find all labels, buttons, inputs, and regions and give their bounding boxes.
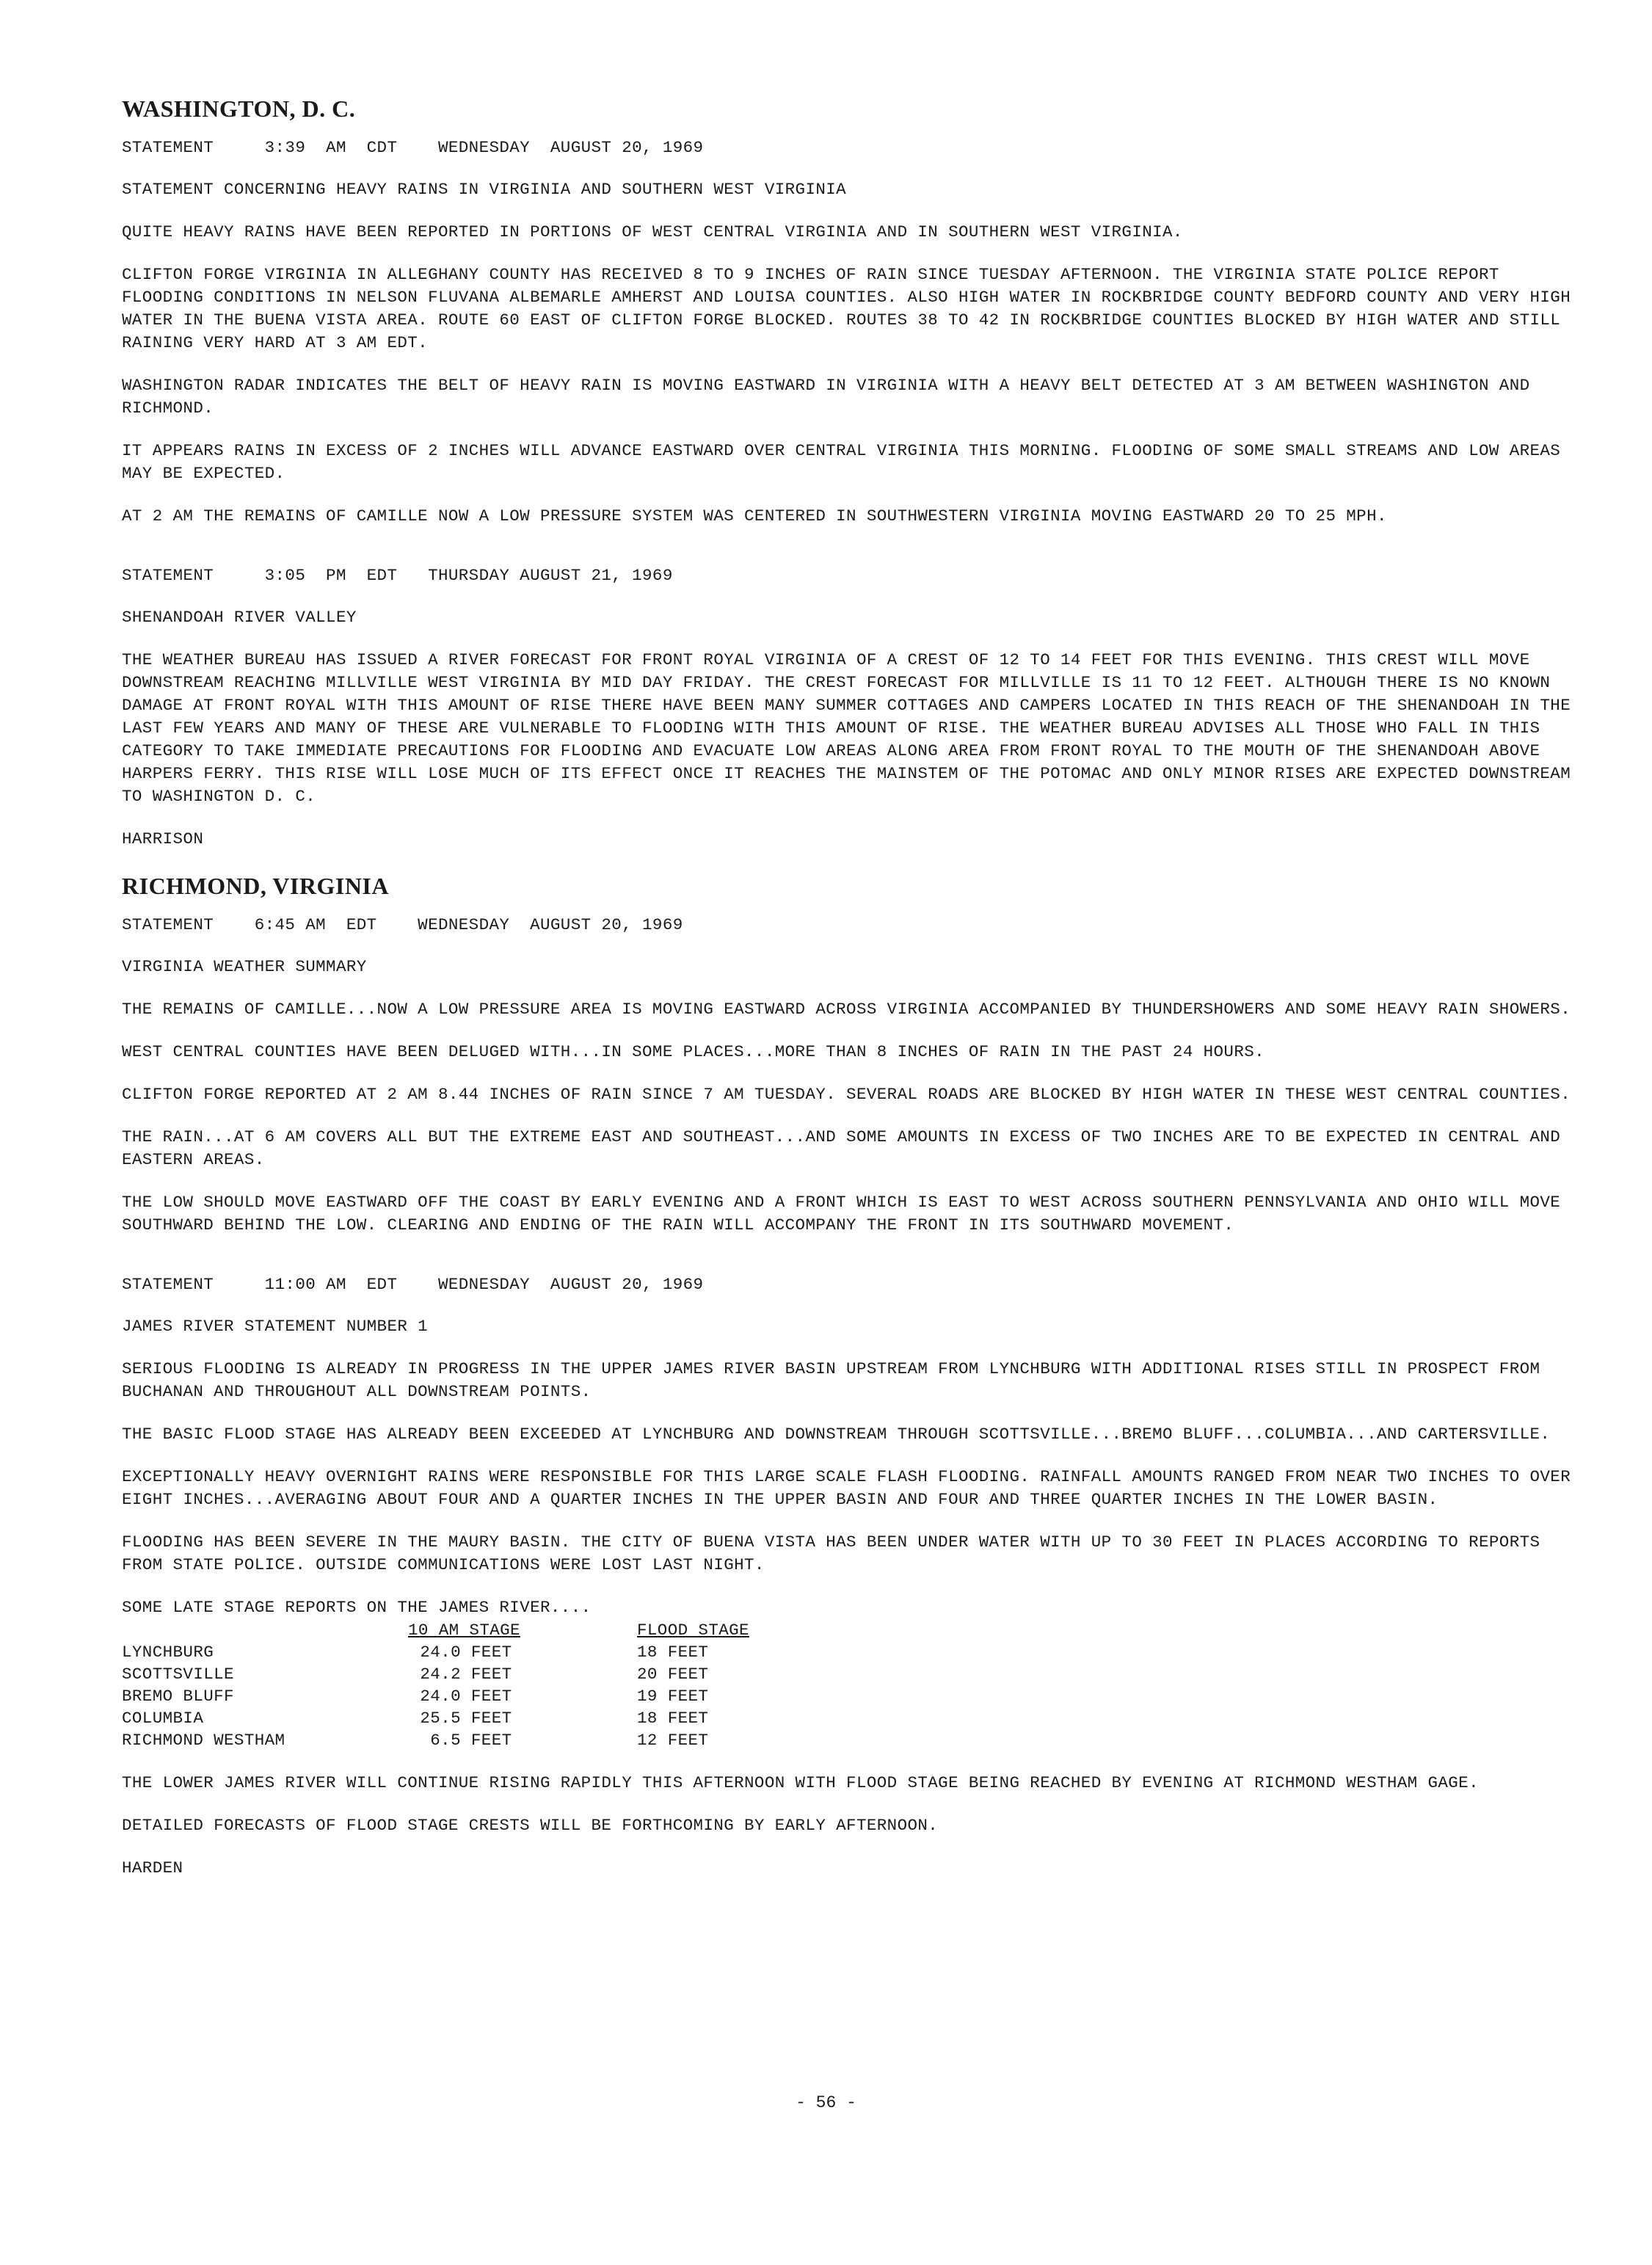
table-header-row — [122, 1619, 749, 1641]
statement-title: JAMES RIVER STATEMENT NUMBER 1 — [122, 1317, 429, 1336]
cell-location: BREMO BLUFF — [122, 1687, 234, 1706]
cell-flood-stage: 12 FEET — [637, 1731, 709, 1750]
stage-unit: FEET — [470, 1643, 512, 1662]
statement-title: VIRGINIA WEATHER SUMMARY — [122, 957, 367, 976]
stage-value: 6.5 — [430, 1731, 461, 1750]
section-heading-washington: WASHINGTON, D. C. — [122, 95, 356, 122]
stage-value: 24.0 — [420, 1643, 461, 1662]
statement-title: STATEMENT CONCERNING HEAVY RAINS IN VIRGINIA AND SOUTHERN WEST VIRGINIA — [122, 180, 847, 199]
paragraph: AT 2 AM THE REMAINS OF CAMILLE NOW A LOW PRESSURE SYSTEM WAS CENTERED IN SOUTHWESTERN VIRGINIA MOVING EASTWARD 20 TO 25 MPH. — [122, 506, 1387, 526]
paragraph: DETAILED FORECASTS OF FLOOD STAGE CRESTS WILL BE FORTHCOMING BY EARLY AFTERNOON. — [122, 1816, 939, 1835]
column-header-flood-stage: FLOOD STAGE — [637, 1621, 749, 1640]
table-row — [122, 1707, 749, 1729]
statement-header: STATEMENT 3:39 AM CDT WEDNESDAY AUGUST 20, 1969 — [122, 138, 704, 157]
stage-report-intro: SOME LATE STAGE REPORTS ON THE JAMES RIVER.... — [122, 1598, 592, 1617]
signature: HARRISON — [122, 829, 204, 848]
cell-stage — [408, 1707, 637, 1729]
table-row — [122, 1729, 749, 1751]
cell-location: COLUMBIA — [122, 1709, 204, 1728]
paragraph: WASHINGTON RADAR INDICATES THE BELT OF HEAVY RAIN IS MOVING EASTWARD IN VIRGINIA WITH A HEAVY BELT DETECTED AT 3 AM BETWEEN WASHINGTON AND RICHMOND. — [122, 376, 1530, 418]
paragraph: THE BASIC FLOOD STAGE HAS ALREADY BEEN EXCEEDED AT LYNCHBURG AND DOWNSTREAM THROUGH SCOTTSVILLE...BREMO BLUFF...COLUMBIA...AND CARTERSVILLE. — [122, 1425, 1551, 1444]
cell-location: RICHMOND WESTHAM — [122, 1731, 285, 1750]
stage-value: 25.5 — [420, 1709, 461, 1728]
stage-unit: FEET — [470, 1687, 512, 1706]
cell-flood-stage: 20 FEET — [637, 1665, 709, 1684]
stage-unit: FEET — [470, 1709, 512, 1728]
cell-location: SCOTTSVILLE — [122, 1665, 234, 1684]
table-row — [122, 1685, 749, 1707]
paragraph: EXCEPTIONALLY HEAVY OVERNIGHT RAINS WERE RESPONSIBLE FOR THIS LARGE SCALE FLASH FLOODING. RAINFALL AMOUNTS RANGED FROM NEAR TWO INCHES TO OVER EIGHT INCHES...AVERAGING ABOUT FOUR AND A QUARTER INCHES IN THE UPPER BASIN AND FOUR AND THREE QUARTER INCHES IN THE LOWER BASIN. — [122, 1467, 1571, 1509]
page-number: - 56 - — [796, 2093, 856, 2112]
stage-value: 24.0 — [420, 1687, 461, 1706]
cell-stage — [408, 1641, 637, 1663]
statement-header: STATEMENT 3:05 PM EDT THURSDAY AUGUST 21, 1969 — [122, 566, 673, 585]
cell-stage — [408, 1685, 637, 1707]
stage-value: 24.2 — [420, 1665, 461, 1684]
paragraph: FLOODING HAS BEEN SEVERE IN THE MAURY BASIN. THE CITY OF BUENA VISTA HAS BEEN UNDER WATER WITH UP TO 30 FEET IN PLACES ACCORDING TO REPORTS FROM STATE POLICE. OUTSIDE COMMUNICATIONS WERE LOST LAST NIGHT. — [122, 1533, 1540, 1574]
paragraph: CLIFTON FORGE REPORTED AT 2 AM 8.44 INCHES OF RAIN SINCE 7 AM TUESDAY. SEVERAL ROADS ARE BLOCKED BY HIGH WATER IN THESE WEST CENTRAL COUNTIES. — [122, 1085, 1571, 1104]
signature: HARDEN — [122, 1858, 183, 1877]
paragraph: THE WEATHER BUREAU HAS ISSUED A RIVER FORECAST FOR FRONT ROYAL VIRGINIA OF A CREST OF 12 TO 14 FEET FOR THIS EVENING. THIS CREST WILL MOVE DOWNSTREAM REACHING MILLVILLE WEST VIRGINIA BY MID DAY FRIDAY. THE CREST FORECAST FOR MILLVILLE IS 11 TO 12 FEET. ALTHOUGH THERE IS NO KNOWN DAMAGE AT FRONT ROYAL WITH THIS AMOUNT OF RISE THERE HAVE BEEN MANY SUMMER COTTAGES AND CAMPERS LOCATED IN THIS REACH OF THE SHENANDOAH IN THE LAST FEW YEARS AND MANY OF THESE ARE VULNERABLE TO FLOODING WITH THIS AMOUNT OF RISE. THE WEATHER BUREAU ADVISES ALL THOSE WHO FALL IN THIS CATEGORY TO TAKE IMMEDIATE PRECAUTIONS FOR FLOODING AND EVACUATE LOW AREAS ALONG AREA FROM FRONT ROYAL TO THE MOUTH OF THE SHENANDOAH ABOVE HARPERS FERRY. THIS RISE WILL LOSE MUCH OF ITS EFFECT ONCE IT REACHES THE MAINSTEM OF THE POTOMAC AND ONLY MINOR RISES ARE EXPECTED DOWNSTREAM TO WASHINGTON D. C. — [122, 650, 1571, 806]
cell-stage — [408, 1663, 637, 1685]
statement-header: STATEMENT 11:00 AM EDT WEDNESDAY AUGUST 20, 1969 — [122, 1275, 704, 1294]
statement-header: STATEMENT 6:45 AM EDT WEDNESDAY AUGUST 20, 1969 — [122, 915, 683, 934]
paragraph: CLIFTON FORGE VIRGINIA IN ALLEGHANY COUNTY HAS RECEIVED 8 TO 9 INCHES OF RAIN SINCE TUESDAY AFTERNOON. THE VIRGINIA STATE POLICE REPORT FLOODING CONDITIONS IN NELSON FLUVANA ALBEMARLE AMHERST AND LOUISA COUNTIES. ALSO HIGH WATER IN ROCKBRIDGE COUNTY BEDFORD COUNTY AND VERY HIGH WATER IN THE BUENA VISTA AREA. ROUTE 60 EAST OF CLIFTON FORGE BLOCKED. ROUTES 38 TO 42 IN ROCKBRIDGE COUNTIES BLOCKED BY HIGH WATER AND STILL RAINING VERY HARD AT 3 AM EDT. — [122, 265, 1571, 352]
table-row — [122, 1663, 749, 1685]
paragraph: QUITE HEAVY RAINS HAVE BEEN REPORTED IN PORTIONS OF WEST CENTRAL VIRGINIA AND IN SOUTHERN WEST VIRGINIA. — [122, 222, 1183, 241]
section-heading-richmond: RICHMOND, VIRGINIA — [122, 873, 389, 899]
stage-report-block — [122, 1596, 1582, 1751]
stage-unit: FEET — [470, 1665, 512, 1684]
paragraph: IT APPEARS RAINS IN EXCESS OF 2 INCHES WILL ADVANCE EASTWARD OVER CENTRAL VIRGINIA THIS MORNING. FLOODING OF SOME SMALL STREAMS AND LOW AREAS MAY BE EXPECTED. — [122, 441, 1561, 483]
paragraph: THE REMAINS OF CAMILLE...NOW A LOW PRESSURE AREA IS MOVING EASTWARD ACROSS VIRGINIA ACCOMPANIED BY THUNDERSHOWERS AND SOME HEAVY RAIN SHOWERS. — [122, 1000, 1571, 1019]
paragraph: THE LOWER JAMES RIVER WILL CONTINUE RISING RAPIDLY THIS AFTERNOON WITH FLOOD STAGE BEING REACHED BY EVENING AT RICHMOND WESTHAM GAGE. — [122, 1773, 1479, 1792]
stage-report-table — [122, 1619, 749, 1751]
paragraph: THE RAIN...AT 6 AM COVERS ALL BUT THE EXTREME EAST AND SOUTHEAST...AND SOME AMOUNTS IN EXCESS OF TWO INCHES ARE TO BE EXPECTED IN CENTRAL AND EASTERN AREAS. — [122, 1127, 1561, 1169]
cell-flood-stage: 18 FEET — [637, 1709, 709, 1728]
cell-location: LYNCHBURG — [122, 1643, 214, 1662]
statement-title: SHENANDOAH RIVER VALLEY — [122, 608, 357, 627]
stage-unit: FEET — [470, 1731, 512, 1750]
paragraph: WEST CENTRAL COUNTIES HAVE BEEN DELUGED WITH...IN SOME PLACES...MORE THAN 8 INCHES OF RAIN IN THE PAST 24 HOURS. — [122, 1042, 1265, 1061]
table-row — [122, 1641, 749, 1663]
cell-flood-stage: 19 FEET — [637, 1687, 709, 1706]
column-header-stage: 10 AM STAGE — [408, 1621, 520, 1640]
paragraph: THE LOW SHOULD MOVE EASTWARD OFF THE COAST BY EARLY EVENING AND A FRONT WHICH IS EAST TO WEST ACROSS SOUTHERN PENNSYLVANIA AND OHIO WILL MOVE SOUTHWARD BEHIND THE LOW. CLEARING AND ENDING OF THE RAIN WILL ACCOMPANY THE FRONT IN ITS SOUTHWARD MOVEMENT. — [122, 1193, 1561, 1235]
cell-flood-stage: 18 FEET — [637, 1643, 709, 1662]
cell-stage — [408, 1729, 637, 1751]
document-page — [122, 88, 1582, 1899]
column-header-location — [122, 1619, 408, 1641]
paragraph: SERIOUS FLOODING IS ALREADY IN PROGRESS IN THE UPPER JAMES RIVER BASIN UPSTREAM FROM LYNCHBURG WITH ADDITIONAL RISES STILL IN PROSPECT FROM BUCHANAN AND THROUGHOUT ALL DOWNSTREAM POINTS. — [122, 1359, 1540, 1401]
